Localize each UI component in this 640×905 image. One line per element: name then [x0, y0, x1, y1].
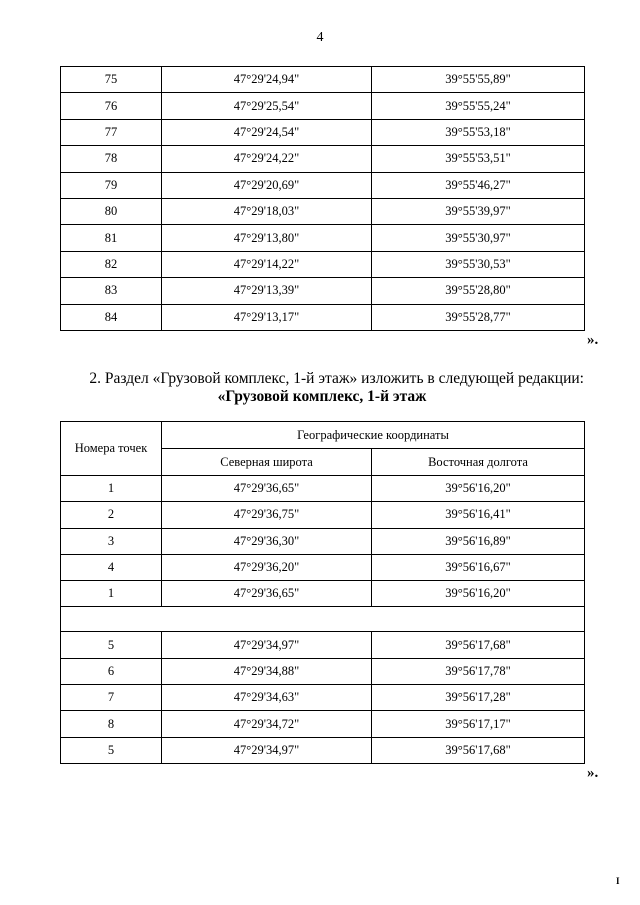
page-number: 4: [316, 30, 324, 45]
longitude-cell: 39°55'46,27": [372, 172, 585, 198]
point-number-cell: 5: [61, 632, 162, 658]
table1-body: [61, 67, 585, 331]
table-row: [61, 737, 585, 763]
latitude-cell: 47°29'34,97": [162, 632, 372, 658]
longitude-cell: 39°55'30,53": [372, 251, 585, 277]
table-row: [61, 146, 585, 172]
point-number-cell: 3: [61, 528, 162, 554]
longitude-cell: 39°56'16,67": [372, 554, 585, 580]
point-number-cell: 83: [61, 278, 162, 304]
longitude-cell: 39°55'55,24": [372, 93, 585, 119]
latitude-cell: 47°29'24,94": [162, 67, 372, 93]
point-number-cell: 78: [61, 146, 162, 172]
table-row: [61, 251, 585, 277]
latitude-cell: 47°29'36,65": [162, 476, 372, 502]
point-number-cell: 79: [61, 172, 162, 198]
table-row: [61, 685, 585, 711]
latitude-cell: 47°29'36,75": [162, 502, 372, 528]
longitude-cell: 39°56'17,28": [372, 685, 585, 711]
latitude-cell: 47°29'24,54": [162, 119, 372, 145]
point-number-cell: 5: [61, 737, 162, 763]
latitude-cell: 47°29'34,88": [162, 658, 372, 684]
longitude-cell: 39°56'17,17": [372, 711, 585, 737]
longitude-cell: 39°56'16,20": [372, 581, 585, 607]
table2-separator: [61, 607, 585, 632]
table-row: [61, 67, 585, 93]
longitude-cell: 39°55'30,97": [372, 225, 585, 251]
table-row: [61, 632, 585, 658]
table-row: [61, 198, 585, 224]
longitude-cell: 39°55'39,97": [372, 198, 585, 224]
point-number-cell: 76: [61, 93, 162, 119]
table-row: [61, 502, 585, 528]
latitude-cell: 47°29'34,63": [162, 685, 372, 711]
header-longitude: Восточная долгота: [372, 449, 585, 476]
table-row: [61, 278, 585, 304]
point-number-cell: 1: [61, 476, 162, 502]
latitude-cell: 47°29'13,80": [162, 225, 372, 251]
longitude-cell: 39°55'28,77": [372, 304, 585, 330]
table2-group2: [61, 632, 585, 763]
point-number-cell: 1: [61, 581, 162, 607]
longitude-cell: 39°56'17,78": [372, 658, 585, 684]
latitude-cell: 47°29'36,30": [162, 528, 372, 554]
table-row: [61, 658, 585, 684]
table-row: [61, 711, 585, 737]
latitude-cell: 47°29'36,65": [162, 581, 372, 607]
point-number-cell: 6: [61, 658, 162, 684]
cargo-complex-coordinates-table: [60, 421, 585, 764]
separator-row: [61, 607, 585, 632]
point-number-cell: 77: [61, 119, 162, 145]
latitude-cell: 47°29'14,22": [162, 251, 372, 277]
point-number-cell: 84: [61, 304, 162, 330]
point-number-cell: 8: [61, 711, 162, 737]
table-row: [61, 581, 585, 607]
point-number-cell: 75: [61, 67, 162, 93]
latitude-cell: 47°29'24,22": [162, 146, 372, 172]
longitude-cell: 39°55'28,80": [372, 278, 585, 304]
table-row: [61, 554, 585, 580]
point-number-cell: 2: [61, 502, 162, 528]
longitude-cell: 39°56'17,68": [372, 737, 585, 763]
point-number-cell: 81: [61, 225, 162, 251]
latitude-cell: 47°29'13,17": [162, 304, 372, 330]
latitude-cell: 47°29'36,20": [162, 554, 372, 580]
section-heading: «Грузовой комплекс, 1-й этаж: [217, 388, 427, 405]
latitude-cell: 47°29'18,03": [162, 198, 372, 224]
point-number-cell: 7: [61, 685, 162, 711]
header-coordinates: Географические координаты: [162, 422, 585, 449]
table-row: [61, 476, 585, 502]
point-number-cell: 80: [61, 198, 162, 224]
corner-mark: I: [616, 876, 620, 886]
latitude-cell: 47°29'25,54": [162, 93, 372, 119]
closing-quote: ».: [587, 332, 599, 348]
latitude-cell: 47°29'34,97": [162, 737, 372, 763]
closing-quote: ».: [587, 765, 599, 781]
table-row: [61, 172, 585, 198]
table2-group1: [61, 476, 585, 607]
coordinates-table-continued: [60, 66, 585, 331]
point-number-cell: 4: [61, 554, 162, 580]
amendment-paragraph: 2. Раздел «Грузовой комплекс, 1-й этаж» изложить в следующей редакции:: [89, 370, 584, 387]
point-number-cell: 82: [61, 251, 162, 277]
table-row: [61, 225, 585, 251]
longitude-cell: 39°56'16,20": [372, 476, 585, 502]
longitude-cell: 39°55'55,89": [372, 67, 585, 93]
latitude-cell: 47°29'34,72": [162, 711, 372, 737]
table-row: [61, 93, 585, 119]
longitude-cell: 39°55'53,51": [372, 146, 585, 172]
latitude-cell: 47°29'20,69": [162, 172, 372, 198]
longitude-cell: 39°56'17,68": [372, 632, 585, 658]
longitude-cell: 39°56'16,89": [372, 528, 585, 554]
header-point-numbers: Номера точек: [61, 422, 162, 476]
table-row: [61, 304, 585, 330]
latitude-cell: 47°29'13,39": [162, 278, 372, 304]
table-row: [61, 528, 585, 554]
longitude-cell: 39°56'16,41": [372, 502, 585, 528]
header-latitude: Северная широта: [162, 449, 372, 476]
longitude-cell: 39°55'53,18": [372, 119, 585, 145]
table-row: [61, 119, 585, 145]
